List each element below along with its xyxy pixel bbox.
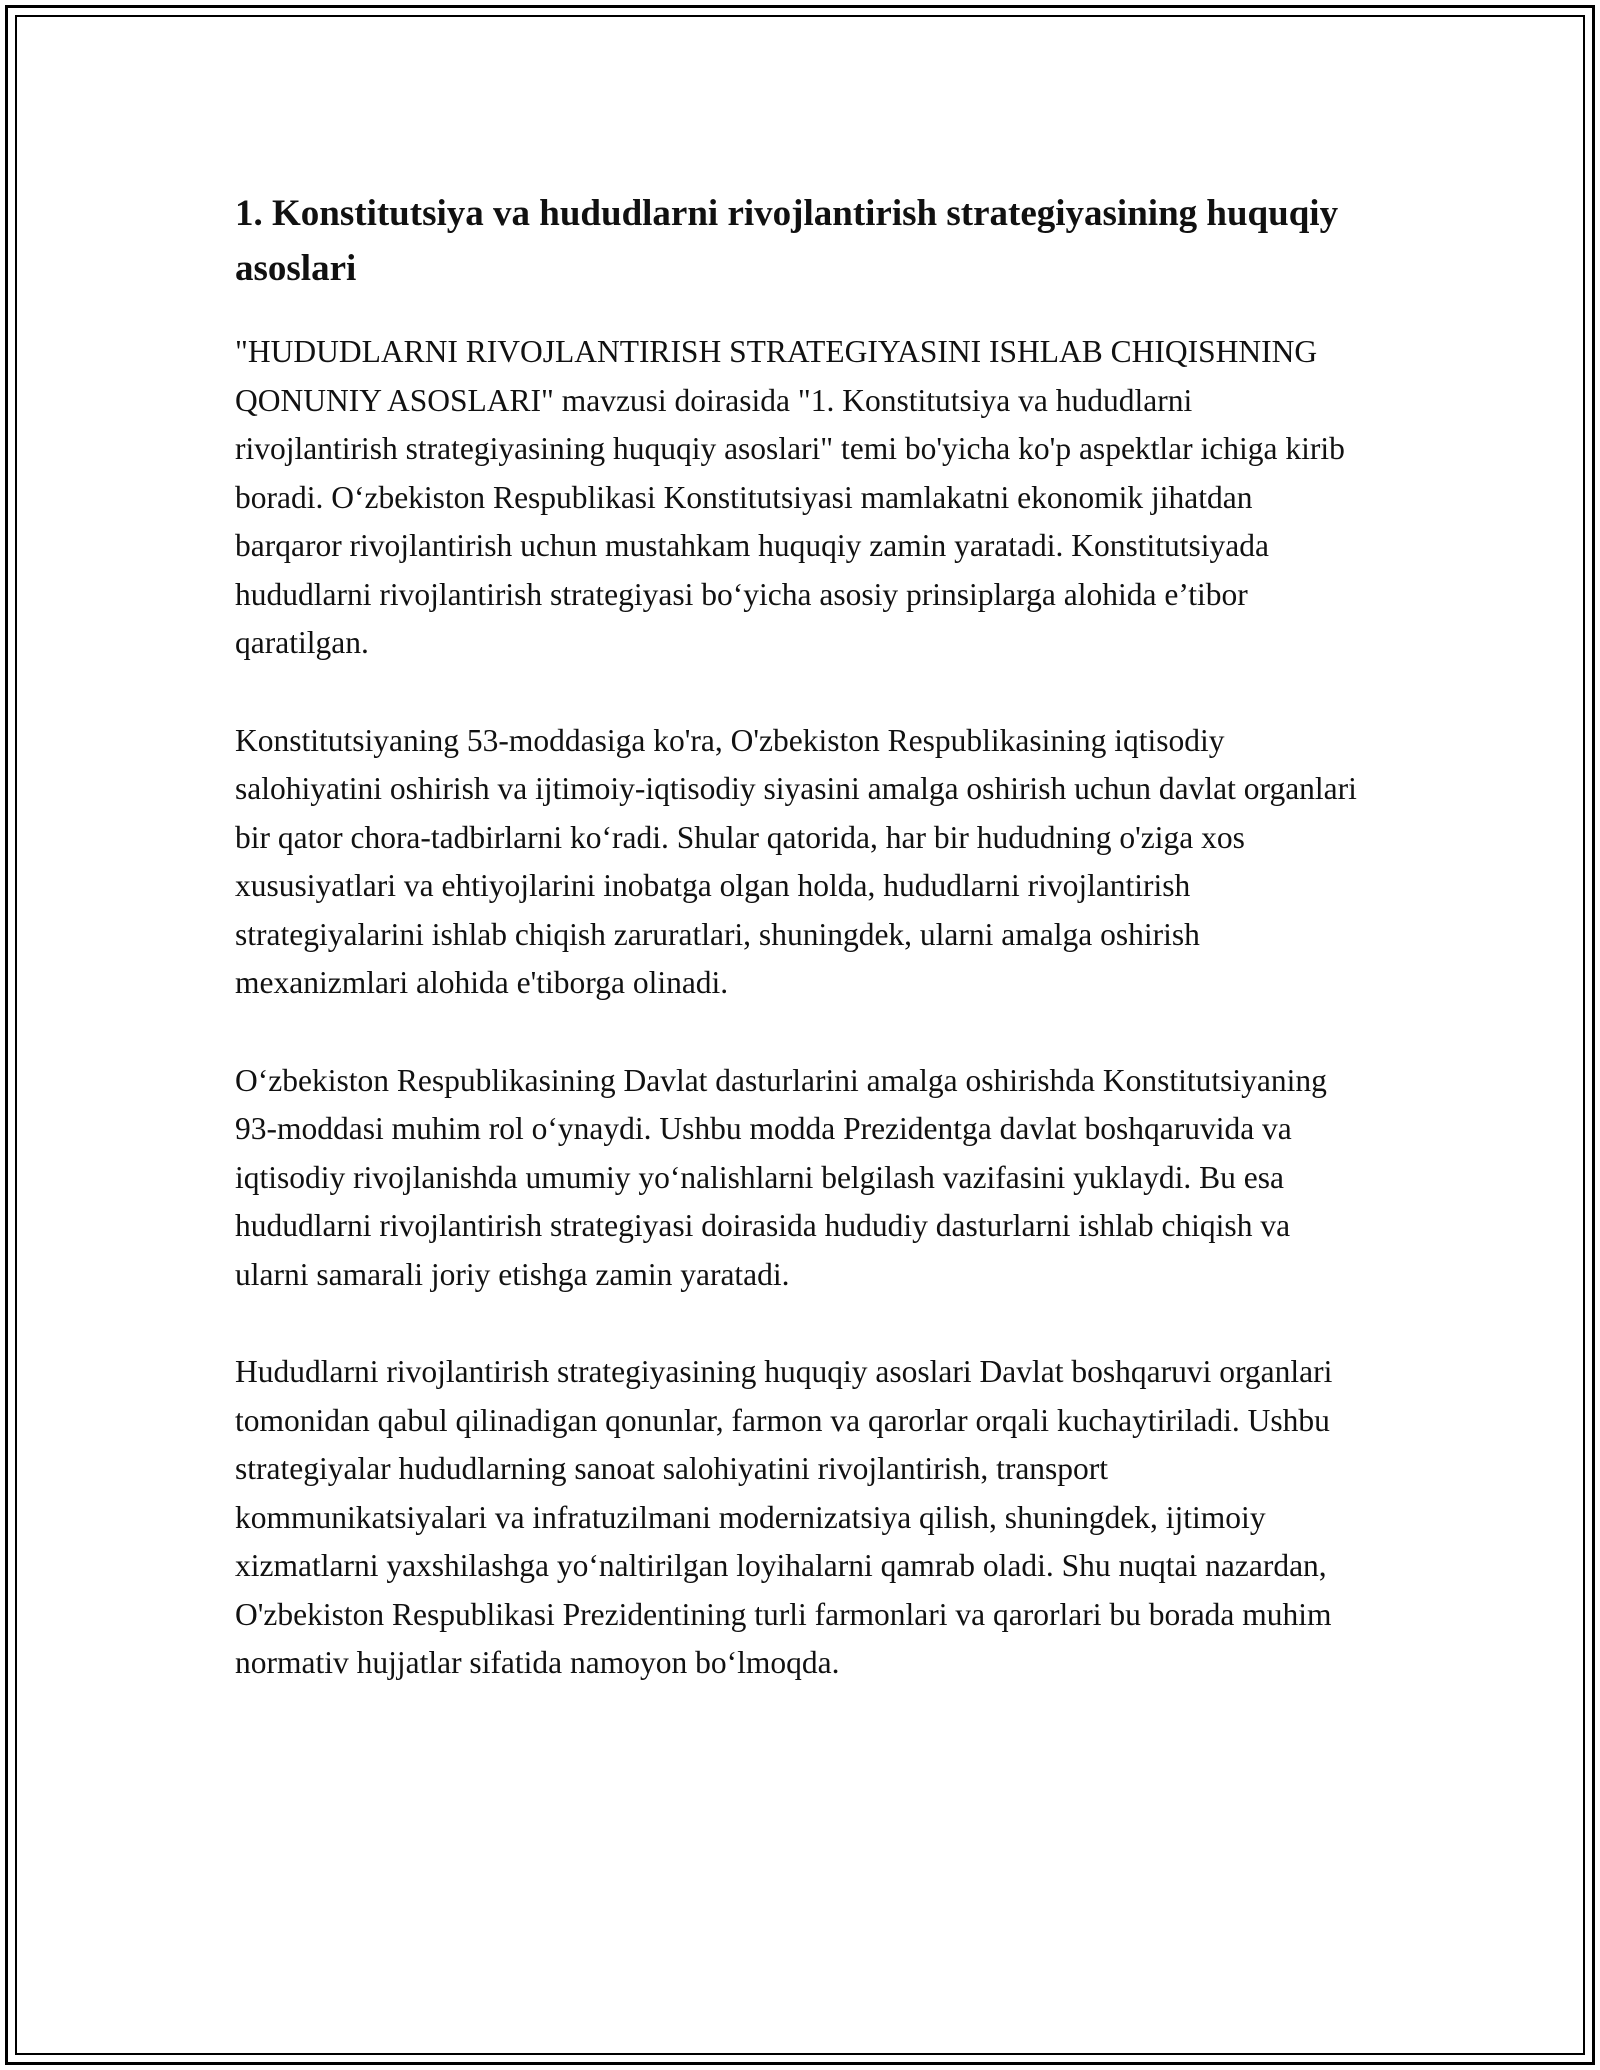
paragraph-article-93: O‘zbekiston Respublikasining Davlat dasturlarini amalga oshirishda Konstitutsiyaning 93-moddasi muhim rol o‘ynaydi. Ushbu modda Prezidentga davlat boshqaruvida va iqtisodiy rivojlanishda umumiy yo‘nalishlarni belgilash vazifasini yuklaydi. Bu esa hududlarni rivojlantirish strategiyasi doirasida hududiy dasturlarni ishlab chiqish va ularni samarali joriy etishga zamin yaratadi. (235, 1062, 1327, 1292)
paragraph-legal-basis: Hududlarni rivojlantirish strategiyasining huquqiy asoslari Davlat boshqaruvi organlari tomonidan qabul qilinadigan qonunlar, farmon va qarorlar orqali kuchaytiriladi. Ushbu strategiyalar hududlarning sanoat salohiyatini rivojlantirish, transport kommunikatsiyalari va infratuzilmani modernizatsiya qilish, shuningdek, ijtimoiy xizmatlarni yaxshilashga yo‘naltirilgan loyihalarni qamrab oladi. Shu nuqtai nazardan, O'zbekiston Respublikasi Prezidentining turli farmonlari va qarorlari bu borada muhim normativ hujjatlar sifatida namoyon bo‘lmoqda. (235, 1354, 1333, 1680)
paragraph-article-53: Konstitutsiyaning 53-moddasiga ko'ra, O'zbekiston Respublikasining iqtisodiy salohiyatini oshirish va ijtimoiy-iqtisodiy siyasini amalga oshirish uchun davlat organlari bir qator chora-tadbirlarni ko‘radi. Shular qatorida, har bir hududning o'ziga xos xususiyatlari va ehtiyojlarini inobatga olgan holda, hududlarni rivojlantirish strategiyalarini ishlab chiqish zaruratlari, shuningdek, ularni amalga oshirish mexanizmlari alohida e'tiborga olinadi. (235, 722, 1357, 1000)
document-body (235, 186, 1360, 1737)
section-heading: 1. Konstitutsiya va hududlarni rivojlantirish strategiyasining huquqiy asoslari (235, 193, 1339, 289)
paragraph-intro: "HUDUDLARNI RIVOJLANTIRISH STRATEGIYASINI ISHLAB CHIQISHNING QONUNIY ASOSLARI" mavzusi doirasida "1. Konstitutsiya va hududlarni rivojlantirish strategiyasining huquqiy asoslari" temi bo'yicha ko'p aspektlar ichiga kirib boradi. O‘zbekiston Respublikasi Konstitutsiyasi mamlakatni ekonomik jihatdan barqaror rivojlantirish uchun mustahkam huquqiy zamin yaratadi. Konstitutsiyada hududlarni rivojlantirish strategiyasi bo‘yicha asosiy prinsiplarga alohida e’tibor qaratilgan. (235, 334, 1345, 660)
